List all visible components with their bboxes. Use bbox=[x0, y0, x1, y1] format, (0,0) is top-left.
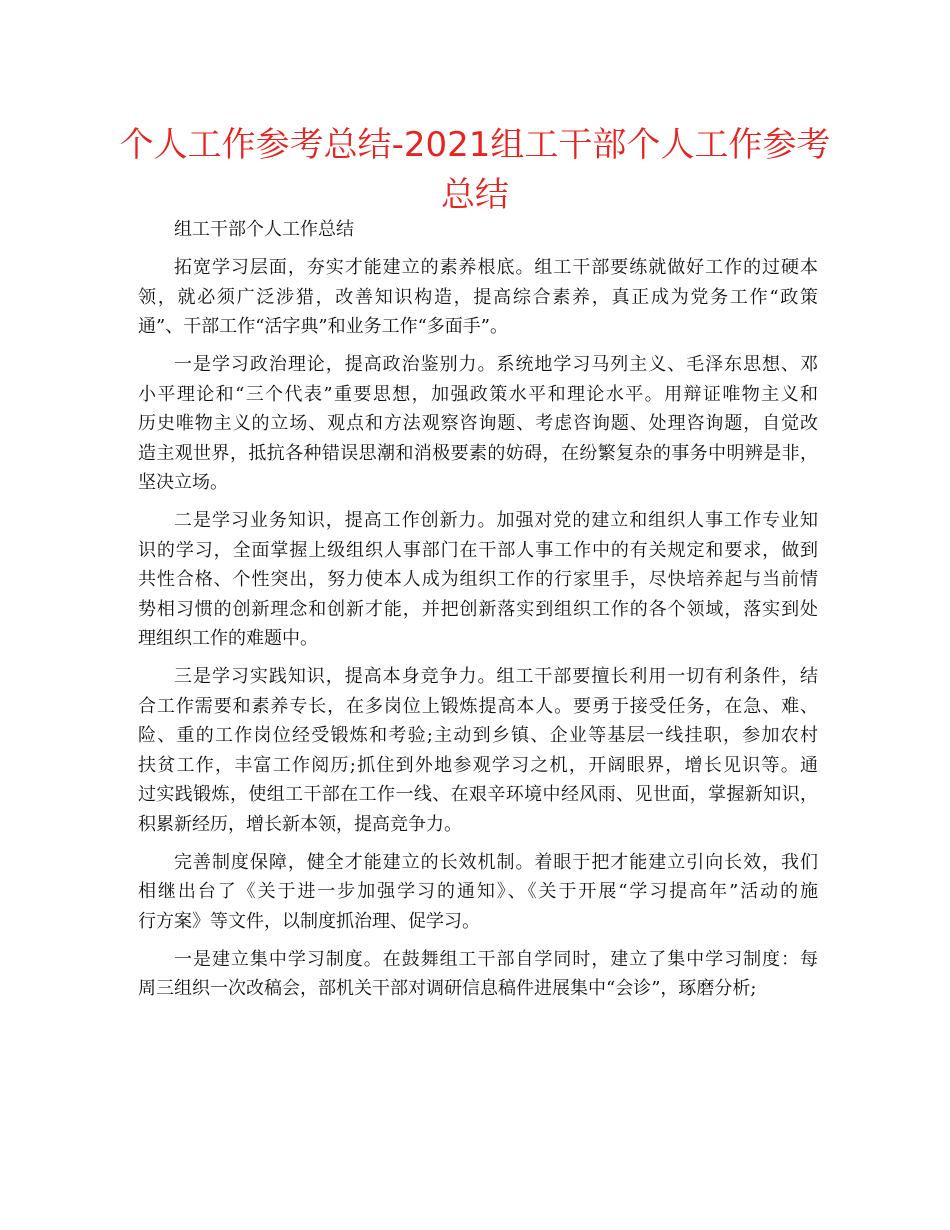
document-body bbox=[138, 215, 818, 1012]
body-paragraph bbox=[138, 848, 818, 937]
paragraph-line: 一是学习政治理论，提高政治鉴别力。系统地学习马列主义、毛泽东思想、邓 bbox=[174, 354, 818, 375]
section-heading bbox=[138, 215, 818, 245]
paragraph-line: 合工作需要和素养专长，在多岗位上锻炼提高本人。要勇于接受任务，在急、难、 bbox=[138, 695, 818, 717]
paragraph-line: 过实践锻炼，使组工干部在工作一线、在艰辛环境中经风雨、见世面，掌握新知识， bbox=[138, 784, 818, 805]
paragraph-line: 二是学习业务知识，提高工作创新力。加强对党的建立和组织人事工作专业知 bbox=[174, 510, 818, 531]
paragraph-line: 小平理论和“三个代表”重要思想，加强政策水平和理论水平。用辩证唯物主义和 bbox=[138, 383, 818, 405]
paragraph-line: 历史唯物主义的立场、观点和方法观察咨询题、考虑咨询题、处理咨询题，自觉改 bbox=[138, 413, 818, 434]
paragraph-line: 识的学习，全面掌握上级组织人事部门在干部人事工作中的有关规定和要求，做到 bbox=[138, 539, 818, 561]
body-paragraph bbox=[138, 253, 818, 342]
title-line: 个人工作参考总结-2021组工干部个人工作参考 bbox=[119, 125, 831, 165]
document-title bbox=[100, 120, 850, 220]
paragraph-line: 行方案》等文件，以制度抓治理、促学习。 bbox=[138, 910, 480, 932]
paragraph-line: 一是建立集中学习制度。在鼓舞组工干部自学同时，建立了集中学习制度：每 bbox=[174, 948, 818, 970]
paragraph-line: 拓宽学习层面，夯实才能建立的素养根底。组工干部要练就做好工作的过硬本 bbox=[174, 257, 818, 278]
paragraph-line: 扶贫工作，丰富工作阅历;抓住到外地参观学习之机，开阔眼界，增长见识等。通 bbox=[138, 754, 818, 776]
paragraph-line: 险、重的工作岗位经受锻炼和考验;主动到乡镇、企业等基层一线挂职，参加农村 bbox=[138, 725, 818, 746]
paragraph-line: 组工干部个人工作总结 bbox=[174, 219, 354, 240]
paragraph-line: 领，就必须广泛涉猎，改善知识构造，提高综合素养，真正成为党务工作“政策 bbox=[138, 286, 818, 308]
paragraph-line: 通”、干部工作“活字典”和业务工作“多面手”。 bbox=[138, 316, 509, 337]
paragraph-line: 势相习惯的创新理念和创新才能，并把创新落实到组织工作的各个领域，落实到处 bbox=[138, 598, 818, 620]
paragraph-line: 完善制度保障，健全才能建立的长效机制。着眼于把才能建立引向长效，我们 bbox=[174, 851, 818, 873]
body-paragraph bbox=[138, 350, 818, 498]
title-line: 总结 bbox=[441, 175, 509, 215]
body-paragraph bbox=[138, 662, 818, 839]
paragraph-line: 理组织工作的难题中。 bbox=[138, 628, 318, 649]
paragraph-line: 三是学习实践知识，提高本身竞争力。组工干部要擅长利用一切有利条件，结 bbox=[174, 666, 818, 687]
paragraph-line: 共性合格、个性突出，努力使本人成为组织工作的行家里手，尽快培养起与当前情 bbox=[138, 569, 818, 590]
body-paragraph bbox=[138, 945, 818, 1004]
body-paragraph bbox=[138, 506, 818, 654]
paragraph-line: 坚决立场。 bbox=[138, 472, 228, 493]
paragraph-line: 周三组织一次改稿会，部机关干部对调研信息稿件进展集中“会诊”，琢磨分析; bbox=[138, 978, 757, 999]
paragraph-line: 造主观世界，抵抗各种错误思潮和消极要素的妨碍，在纷繁复杂的事务中明辨是非， bbox=[138, 442, 818, 464]
paragraph-line: 积累新经历，增长新本领，提高竞争力。 bbox=[138, 813, 462, 835]
paragraph-line: 相继出台了《关于进一步加强学习的通知》、《关于开展“学习提高年”活动的施 bbox=[138, 881, 818, 902]
